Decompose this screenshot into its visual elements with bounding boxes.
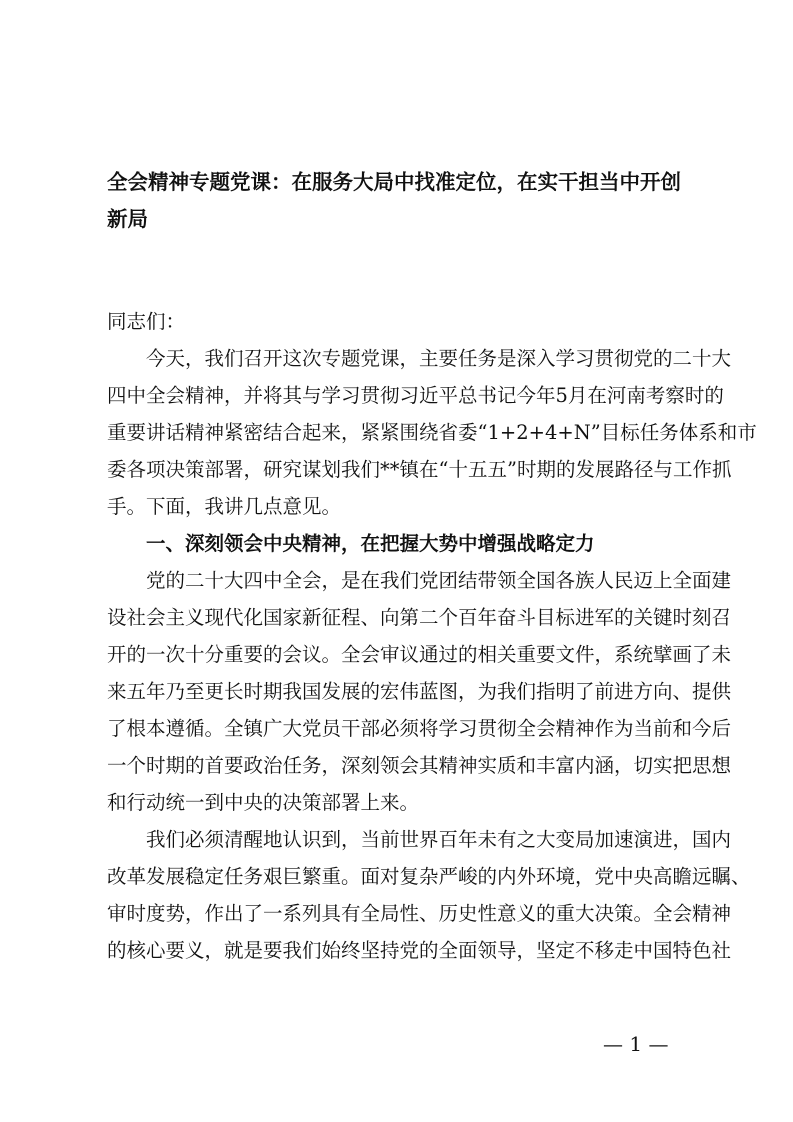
text-line: 党的二十大四中全会，是在我们党团结带领全国各族人民迈上全面建 — [146, 569, 732, 592]
text-line: 手。下面，我讲几点意见。 — [107, 495, 342, 518]
title-line: 新局 — [107, 207, 148, 231]
text-line: 和行动统一到中央的决策部署上来。 — [107, 791, 420, 814]
text-line: 重要讲话精神紧密结合起来，紧紧围绕省委“1+2+4+N”目标任务体系和市 — [107, 421, 757, 444]
document-title — [107, 164, 697, 238]
text-line: 来五年乃至更长时期我国发展的宏伟蓝图，为我们指明了前进方向、提供 — [107, 680, 732, 703]
paragraph-2 — [107, 562, 732, 821]
text-line: 开的一次十分重要的会议。全会审议通过的相关重要文件，系统擘画了未 — [107, 643, 732, 666]
text-line: 一个时期的首要政治任务，深刻领会其精神实质和丰富内涵，切实把思想 — [107, 754, 732, 777]
salutation: 同志们： — [107, 310, 186, 333]
paragraph-3 — [107, 821, 751, 969]
text-line: 审时度势，作出了一系列具有全局性、历史性意义的重大决策。全会精神 — [107, 902, 732, 925]
text-line: 委各项决策部署，研究谋划我们**镇在“十五五”时期的发展路径与工作抓 — [107, 458, 732, 481]
text-line: 四中全会精神，并将其与学习贯彻习近平总书记今年5月在河南考察时的 — [107, 384, 724, 407]
title-line: 全会精神专题党课：在服务大局中找准定位，在实干担当中开创 — [107, 170, 681, 194]
paragraph-1 — [107, 340, 757, 525]
text-line: 我们必须清醒地认识到，当前世界百年未有之大变局加速演进，国内 — [146, 828, 732, 851]
page-number: — 1 — — [603, 1032, 669, 1056]
text-line: 的核心要义，就是要我们始终坚持党的全面领导，坚定不移走中国特色社 — [107, 939, 732, 962]
text-line: 设社会主义现代化国家新征程、向第二个百年奋斗目标进军的关键时刻召 — [107, 606, 732, 629]
text-line: 今天，我们召开这次专题党课，主要任务是深入学习贯彻党的二十大 — [146, 347, 732, 370]
document-body — [107, 303, 757, 969]
text-line: 了根本遵循。全镇广大党员干部必须将学习贯彻全会精神作为当前和今后 — [107, 717, 732, 740]
section-heading: 一、深刻领会中央精神，在把握大势中增强战略定力 — [146, 532, 595, 555]
text-line: 改革发展稳定任务艰巨繁重。面对复杂严峻的内外环境，党中央高瞻远瞩、 — [107, 865, 751, 888]
